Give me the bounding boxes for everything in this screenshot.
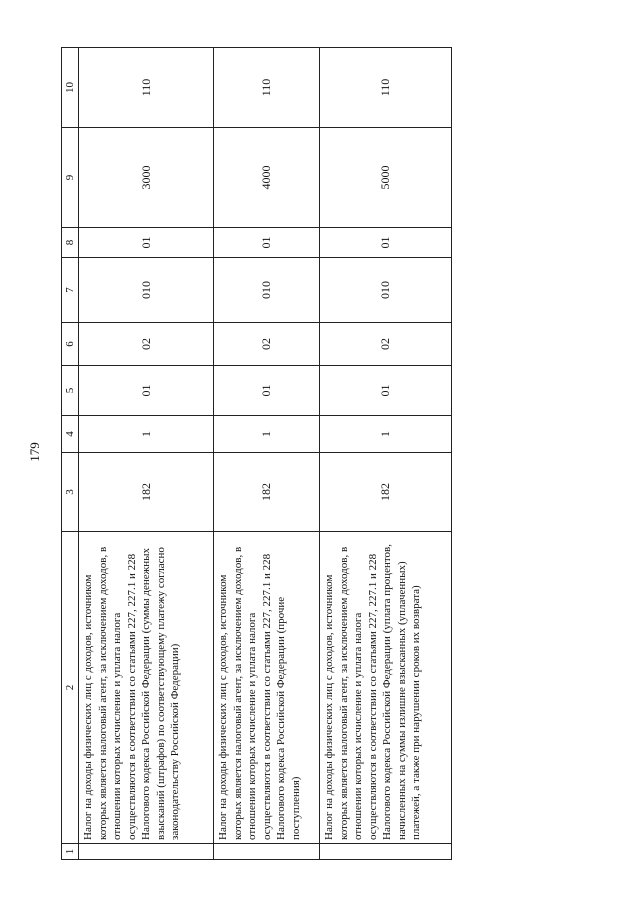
cell-admin-code: 182 <box>320 453 452 532</box>
cell-subgroup: 01 <box>214 366 320 416</box>
cell-program: 3000 <box>79 128 214 228</box>
budget-classification-table <box>61 47 452 860</box>
header-cell-4: 4 <box>62 416 79 453</box>
cell-subarticle: 010 <box>79 258 214 323</box>
cell-economic-code: 110 <box>79 48 214 128</box>
cell-article: 02 <box>214 323 320 366</box>
cell-program: 4000 <box>214 128 320 228</box>
cell-admin-code: 182 <box>214 453 320 532</box>
table-row <box>79 48 214 860</box>
cell-article: 02 <box>79 323 214 366</box>
header-cell-5: 5 <box>62 366 79 416</box>
cell-article: 02 <box>320 323 452 366</box>
header-cell-2: 2 <box>62 532 79 844</box>
header-cell-7: 7 <box>62 258 79 323</box>
cell-economic-code: 110 <box>320 48 452 128</box>
rotated-table-container <box>61 48 450 860</box>
header-cell-1: 1 <box>62 844 79 860</box>
header-row <box>62 48 79 860</box>
cell-group: 1 <box>79 416 214 453</box>
cell-description: Налог на доходы физических лиц с доходов, источником которых является налоговый агент, за исключением доходов, в отношении которых исчисление и уплата налога осуществляются в соответствии со статьями 227, 227.1 и 228 Налогового кодекса Российской Федерации (уплата процентов, начисленных на суммы излишне взысканных (уплаченных) платежей, а также при нарушении сроков их возврата) <box>320 532 452 844</box>
cell-group: 1 <box>214 416 320 453</box>
table-frame <box>61 48 450 860</box>
cell-subgroup: 01 <box>79 366 214 416</box>
cell-subarticle: 010 <box>214 258 320 323</box>
header-cell-10: 10 <box>62 48 79 128</box>
cell-element: 01 <box>320 228 452 258</box>
table-row <box>214 48 320 860</box>
cell-subarticle: 010 <box>320 258 452 323</box>
cell-description: Налог на доходы физических лиц с доходов, источником которых является налоговый агент, за исключением доходов, в отношении которых исчисление и уплата налога осуществляются в соответствии со статьями 227, 227.1 и 228 Налогового кодекса Российской Федерации (суммы денежных взысканий (штрафов) по соответствующему платежу согласно законодательству Российской Федерации) <box>79 532 214 844</box>
header-cell-6: 6 <box>62 323 79 366</box>
cell-group: 1 <box>320 416 452 453</box>
cell-element: 01 <box>79 228 214 258</box>
cell-element: 01 <box>214 228 320 258</box>
page-number: 179 <box>27 442 42 462</box>
header-cell-9: 9 <box>62 128 79 228</box>
cell-col1 <box>79 844 214 860</box>
cell-economic-code: 110 <box>214 48 320 128</box>
header-cell-3: 3 <box>62 453 79 532</box>
cell-col1 <box>320 844 452 860</box>
cell-admin-code: 182 <box>79 453 214 532</box>
cell-subgroup: 01 <box>320 366 452 416</box>
cell-program: 5000 <box>320 128 452 228</box>
cell-col1 <box>214 844 320 860</box>
header-cell-8: 8 <box>62 228 79 258</box>
cell-description: Налог на доходы физических лиц с доходов, источником которых является налоговый агент, за исключением доходов, в отношении которых исчисление и уплата налога осуществляются в соответствии со статьями 227, 227.1 и 228 Налогового кодекса Российской Федерации (прочие поступления) <box>214 532 320 844</box>
table-row <box>320 48 452 860</box>
